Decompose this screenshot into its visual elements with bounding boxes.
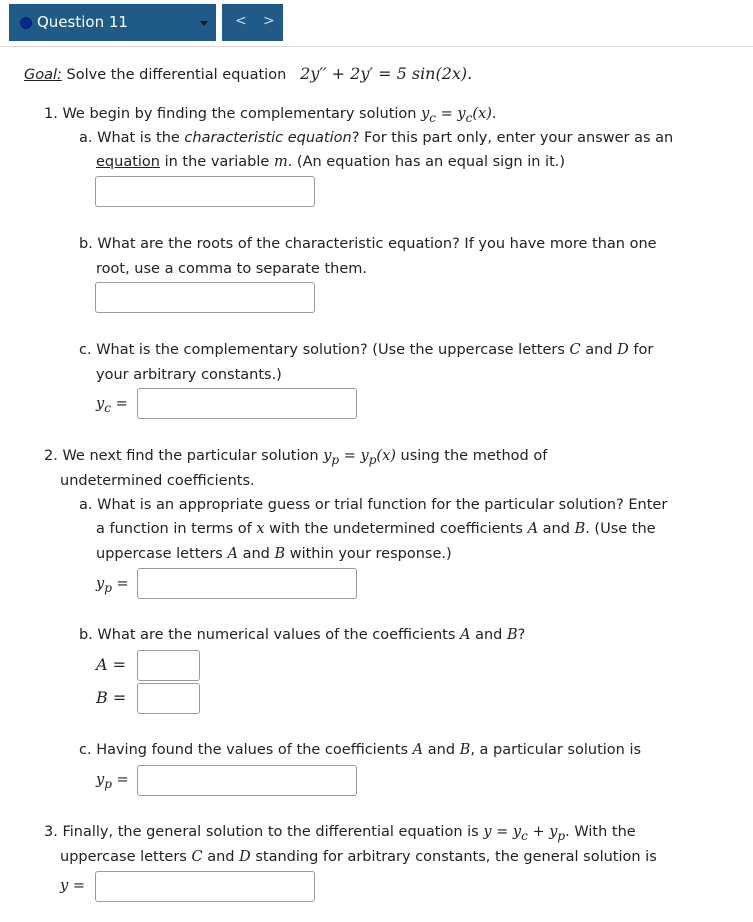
- part2a-line3: uppercase letters A and B within your response.): [96, 546, 452, 562]
- yp-input[interactable]: [137, 765, 357, 796]
- A-label: A =: [96, 655, 127, 674]
- part1-intro-text: 1. We begin by finding the complementary solution: [44, 106, 417, 122]
- part1-intro-math: $y_c = y_c(x)$.: [421, 106, 497, 125]
- yp-label: $y_p$ =: [96, 772, 129, 791]
- B-label: B =: [96, 688, 127, 707]
- y-label: y =: [60, 878, 85, 894]
- part1a-line1: a. What is the characteristic equation? For this part only, enter your answer as an: [79, 130, 674, 146]
- part1a-line2: equation in the variable m. (An equation has an equal sign in it.): [96, 154, 566, 170]
- part2a-line1: a. What is an appropriate guess or trial function for the particular solution? Enter: [79, 497, 668, 513]
- yp-guess-input[interactable]: [137, 568, 357, 599]
- part1c-line1: c. What is the complementary solution? (Use the uppercase letters C and D for: [79, 342, 654, 358]
- question-select[interactable]: [9, 4, 216, 41]
- part3-line1: 3. Finally, the general solution to the differential equation is $y = y_c + y_p$. With the: [44, 824, 636, 843]
- divider: [0, 46, 753, 47]
- goal-label: Goal:: [24, 67, 62, 83]
- question-nav: [222, 4, 283, 41]
- part1-intro: [44, 106, 497, 125]
- chevron-down-icon: [200, 21, 208, 26]
- part1b-line2: root, use a comma to separate them.: [96, 261, 367, 277]
- part2-line1: 2. We next find the particular solution $y_p = y_p(x)$ using the method of: [44, 448, 548, 467]
- roots-input[interactable]: [95, 282, 315, 313]
- goal-text: Solve the differential equation: [66, 67, 287, 83]
- part3-line2: uppercase letters C and D standing for arbitrary constants, the general solution is: [60, 849, 657, 865]
- goal-equation: 2y′′ + 2y′ = 5 sin(2x).: [300, 64, 473, 83]
- A-input[interactable]: [137, 650, 200, 681]
- part1b-line1: b. What are the roots of the characteristic equation? If you have more than one: [79, 236, 657, 252]
- goal-line: [24, 64, 472, 83]
- part2c-line: c. Having found the values of the coefficients A and B, a particular solution is: [79, 742, 642, 758]
- general-solution-input[interactable]: [95, 871, 315, 902]
- part2a-line2: a function in terms of x with the undetermined coefficients A and B. (Use the: [96, 521, 656, 537]
- part2b-line: b. What are the numerical values of the coefficients A and B?: [79, 627, 526, 643]
- next-question-button[interactable]: >: [263, 13, 275, 29]
- B-input[interactable]: [137, 683, 200, 714]
- question-label: Question 11: [37, 13, 128, 31]
- status-dot-icon: [20, 17, 32, 29]
- yp-guess-label: $y_p$ =: [96, 576, 129, 595]
- part1c-line2: your arbitrary constants.): [96, 367, 282, 383]
- prev-question-button[interactable]: <: [235, 13, 247, 29]
- yc-label: $y_c$ =: [96, 396, 128, 415]
- yc-input[interactable]: [137, 388, 357, 419]
- characteristic-equation-input[interactable]: [95, 176, 315, 207]
- part2-line2: undetermined coefficients.: [60, 473, 255, 489]
